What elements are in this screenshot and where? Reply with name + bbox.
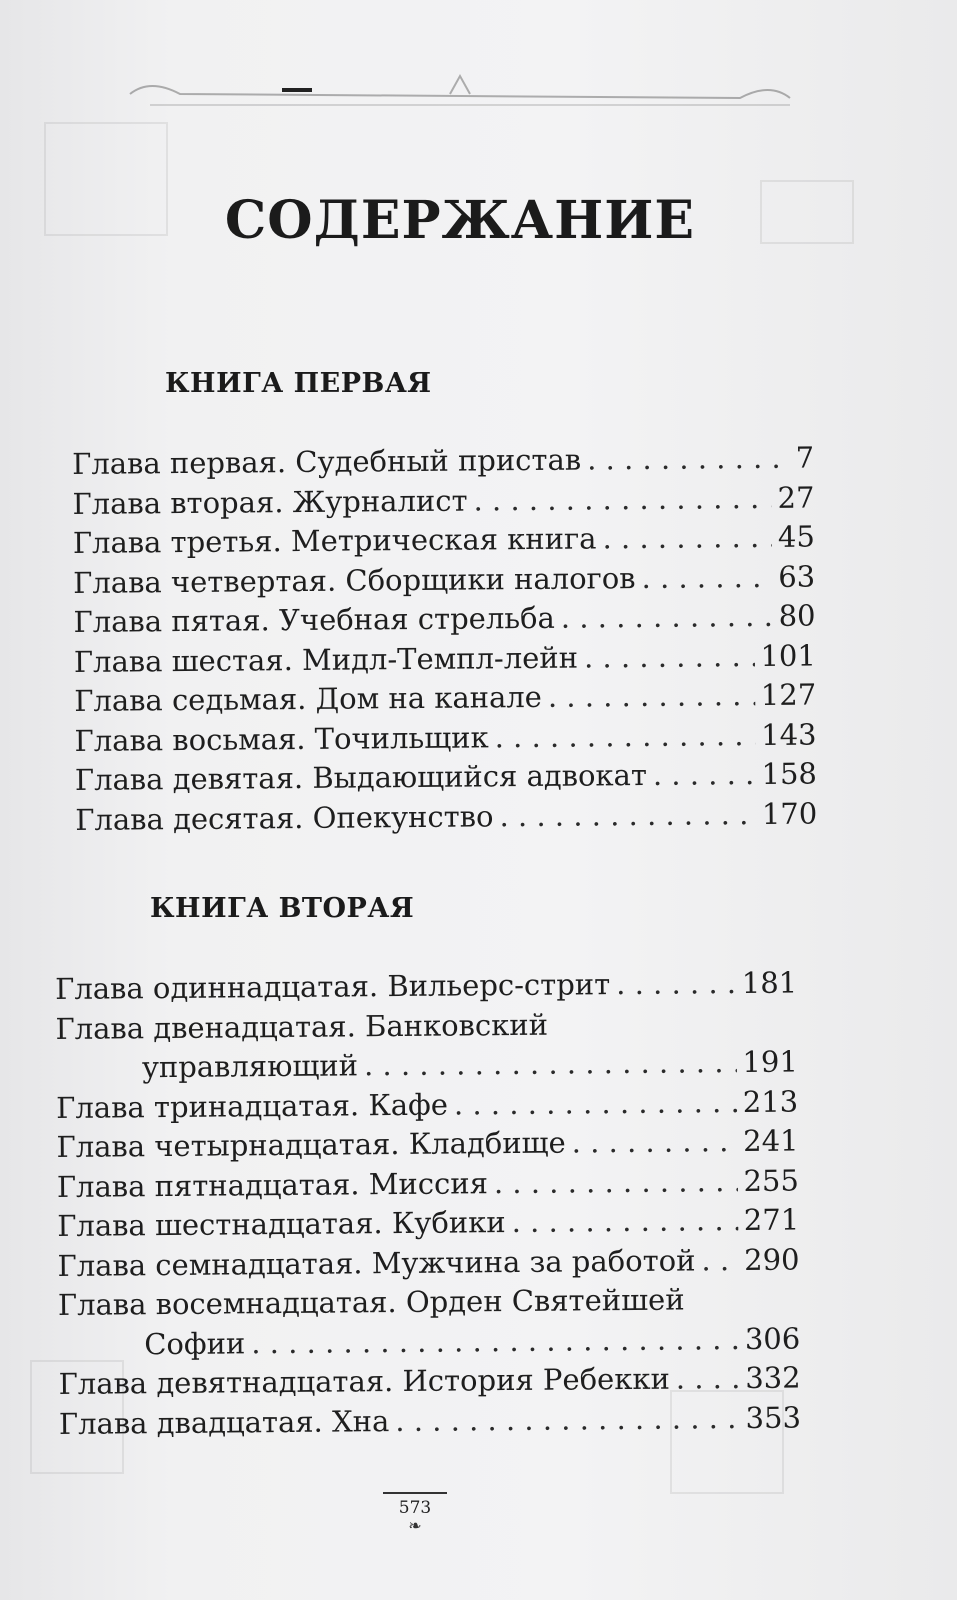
dot-leader xyxy=(653,755,756,795)
page-number: 573 xyxy=(398,1498,432,1518)
toc-entry-page: 181 xyxy=(741,965,798,1001)
page-number-rule xyxy=(383,1492,447,1494)
toc-entry-page: 353 xyxy=(745,1400,802,1435)
toc-entry-title-line2: управляющий xyxy=(141,1048,359,1085)
toc-entry[interactable] xyxy=(73,597,815,643)
toc-entry-title: Глава пятая. Учебная стрельба xyxy=(73,600,555,639)
toc-entry-page: 290 xyxy=(744,1242,800,1277)
toc-entry-page: 7 xyxy=(795,440,815,475)
page-number-block xyxy=(383,1492,447,1535)
dot-leader xyxy=(494,1162,738,1204)
toc-entry-page: 101 xyxy=(760,638,817,673)
toc-entry[interactable] xyxy=(74,636,816,682)
toc-entry-title: Глава первая. Судебный пристав xyxy=(72,442,582,481)
toc-entry-page: 241 xyxy=(743,1123,799,1159)
toc-entry[interactable] xyxy=(59,1398,801,1444)
toc-entry[interactable] xyxy=(74,676,816,722)
toc-entry-page: 158 xyxy=(761,756,818,791)
toc-entry-title: Глава двадцатая. Хна xyxy=(58,1403,390,1441)
toc-entry-title: Глава третья. Метрическая книга xyxy=(72,521,597,560)
dot-leader xyxy=(548,676,755,717)
toc-entry[interactable] xyxy=(57,1161,799,1207)
toc-entry[interactable] xyxy=(72,439,814,485)
toc-entry-title: Глава вторая. Журналист xyxy=(72,483,468,521)
toc-entry-title: Глава четырнадцатая. Кладбище xyxy=(56,1125,566,1164)
dot-leader xyxy=(641,557,772,598)
dot-leader xyxy=(364,1043,737,1086)
page-title: СОДЕРЖАНИЕ xyxy=(224,190,696,251)
dot-leader xyxy=(473,478,771,520)
dot-leader xyxy=(676,1359,740,1399)
dot-leader xyxy=(584,637,755,678)
toc-entry-page: 45 xyxy=(777,519,815,554)
dot-leader xyxy=(616,964,736,1005)
dot-leader xyxy=(511,1201,738,1242)
toc-entry[interactable] xyxy=(73,518,815,564)
dot-leader xyxy=(701,1241,738,1281)
toc-entry-page: 306 xyxy=(744,1321,801,1356)
toc-entry[interactable] xyxy=(57,1240,799,1286)
toc-entry-page: 80 xyxy=(778,598,816,633)
dot-leader xyxy=(395,1399,740,1442)
toc-entry-page: 213 xyxy=(742,1084,799,1119)
toc-entry-title: Глава семнадцатая. Мужчина за работой xyxy=(57,1242,696,1283)
toc-entry[interactable] xyxy=(58,1359,800,1405)
toc-entry[interactable] xyxy=(55,1003,798,1088)
dot-leader xyxy=(454,1083,737,1125)
toc-entry[interactable] xyxy=(55,964,797,1010)
dot-leader xyxy=(499,795,756,837)
toc-entry-page: 332 xyxy=(745,1360,801,1395)
toc-entry[interactable] xyxy=(73,557,815,603)
toc-entry-page: 143 xyxy=(761,717,817,752)
toc-entry-title: Глава тринадцатая. Кафе xyxy=(56,1087,449,1125)
dot-leader xyxy=(494,716,755,758)
toc-entry-title: Глава восьмая. Точильщик xyxy=(74,719,489,758)
toc-entry-page: 191 xyxy=(742,1044,798,1080)
toc-entry-page: 127 xyxy=(760,677,817,712)
toc-entry[interactable] xyxy=(74,715,816,761)
dot-leader xyxy=(587,439,790,480)
toc-entry-title: Глава седьмая. Дом на канале xyxy=(74,679,543,718)
toc-entry-page: 271 xyxy=(743,1202,800,1237)
toc-entry-title: Глава одиннадцатая. Вильерс-стрит xyxy=(55,967,611,1006)
dot-leader xyxy=(251,1320,739,1364)
toc-entry-title: Глава десятая. Опекунство xyxy=(75,798,494,837)
header-dash xyxy=(282,88,312,92)
toc-entry-title: Глава шестнадцатая. Кубики xyxy=(57,1205,506,1243)
book-one-heading: КНИГА ПЕРВАЯ xyxy=(165,368,432,399)
toc-entry-title-line1: Глава восемнадцатая. Орден Святейшей xyxy=(57,1282,685,1322)
toc-entry[interactable] xyxy=(57,1201,799,1247)
toc-entry-page: 255 xyxy=(743,1163,800,1198)
toc-entry[interactable] xyxy=(75,755,817,801)
toc-entry-page: 170 xyxy=(761,796,818,831)
toc-entry-title-line1: Глава двенадцатая. Банковский xyxy=(55,1007,549,1046)
book-two-toc xyxy=(55,964,801,1444)
toc-entry-page: 63 xyxy=(778,559,816,594)
toc-entry-page: 27 xyxy=(777,480,815,515)
dot-leader xyxy=(572,1122,738,1163)
toc-entry[interactable] xyxy=(75,794,817,840)
toc-entry[interactable] xyxy=(72,478,814,524)
book-one-toc xyxy=(72,439,817,840)
page-number-ornament-icon: ❧ xyxy=(408,1516,422,1535)
toc-entry[interactable] xyxy=(56,1082,798,1128)
toc-entry-title: Глава пятнадцатая. Миссия xyxy=(56,1165,489,1204)
dot-leader xyxy=(602,518,772,559)
header-ornament-rule xyxy=(120,72,800,112)
toc-entry[interactable] xyxy=(58,1280,801,1365)
toc-entry-title: Глава шестая. Мидл-Темпл-лейн xyxy=(73,640,579,679)
toc-entry[interactable] xyxy=(56,1122,798,1168)
toc-entry-title: Глава девятая. Выдающийся адвокат xyxy=(74,757,648,797)
book-two-heading: КНИГА ВТОРАЯ xyxy=(150,893,415,924)
toc-entry-title-line2: Софии xyxy=(144,1325,246,1361)
dot-leader xyxy=(561,597,773,638)
toc-entry-title: Глава четвертая. Сборщики налогов xyxy=(73,560,636,600)
toc-entry-title: Глава девятнадцатая. История Ребекки xyxy=(58,1361,670,1401)
